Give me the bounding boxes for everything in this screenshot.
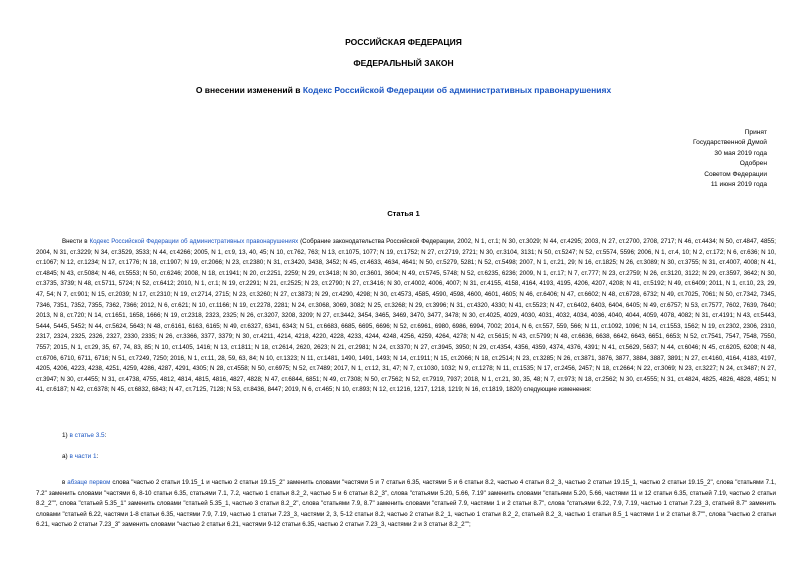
list-item-1 — [62, 432, 106, 439]
intro-prefix: Внести в — [62, 238, 90, 245]
law-title-prefix: О внесении изменений в — [195, 85, 303, 95]
item-colon: : — [104, 432, 107, 439]
approval-line: Советом Федерации — [704, 170, 767, 178]
adoption-line: Принят — [744, 129, 767, 136]
law-title — [0, 85, 807, 95]
article-3-5-link[interactable]: в статье 3.5 — [69, 432, 105, 439]
amendment-text: слова "частью 2 статьи 19.15_1 и частью 2 статьи 19.15_2" заменить словами "частями 5 и 7 статьи 6.35, частями 5 и 6 статьи 8.2, частью 4 статьи 8.2_3, частью 2 статьи 19.15_1, частью 2 статьи 19.15_2", слова "статьями 7.1, 7.2" заменить словами "частями 6, 8-10 статьи 6.35, статьями 7.1, 7.2, частью 1 статьи 8.2_2, частью 5 и 6 статьи 8.2_3", слова "статьями 5.20, 5.66, 7.19" заменить словами "статьями 5.20, 5.66, частями 11 и 12 статьи 6.35, статьей 7.19, частью 2 статьи 8.2_2"", слова "статьей 5.35_1" заменить словами "статьей 5.35_1, частью 3 статьи 8.2_2", слова "статьями 7.9, 8.7" заменить словами "статьей 7.9, частями 1 и 2 статьи 8.7", слова "статьями 6.22, 7.9, 7.19, частью 1 статьи 7.23_3, статьей 8.7" заменить словами "статьей 6.22, частями 1-8 статьи 6.35, частями 7.9, 7.19, частью 1 статьи 7.23_3, частями 2, 3, 5-12 статьи 8.2, частью 2 статьи 8.2_1, частью 1 статьи 8.2_2, статьей 8.2_3, частью 1 статьи 8.5_1 частями 1 и 2 статьи 8.7"", слова "частью 2 статьи 6.21, частью 2 статьи 7.23_3" заменить словами "частью 2 статьи 6.21, частями 9-12 статьи 6.35, частью 2 статьи 7.23_3, частями 2 и 3 статьи 8.2_2""; — [36, 479, 776, 529]
codex-title-link[interactable]: Кодекс Российской Федерации об административных правонарушениях — [302, 85, 612, 95]
intro-text: (Собрание законодательства Российской Федерации, 2002, N 1, ст.1; N 30, ст.3029; N 44, ст.4295; 2003, N 27, ст.2700, 2708, 2717; N 46, ст.4434; N 50, ст.4847, 4855; 2004, N 31, ст.3229; N 34, ст.3529, 3533; N 44, ст.4266; 2005, N 1, ст.9, 13, 40, 45; N 10, ст.762, 763; N 13, ст.1075, 1077; N 19, ст.1752; N 27, ст.2719, 2721; N 30, ст.3104, 3131; N 50, ст.5247; N 52, ст.5574, 5596; 2006, N 1, ст.4, 10; N 2, ст.172; N 6, ст.636; N 10, ст.1067; N 12, ст.1234; N 17, ст.1776; N 18, ст.1907; N 19, ст.2066; N 23, ст.2380; N 31, ст.3420, 3438, 3452; N 45, ст.4633, 4634, 4641; N 50, ст.5279, 5281; N 52, ст.5498; 2007, N 1, ст.21, 29; N 16, ст.1825; N 26, ст.3089; N 30, ст.3755; N 31, ст.4007, 4008; N 41, ст.4845; N 43, ст.5084; N 46, ст.5553; N 50, ст.6246; 2008, N 18, ст.1941; N 20, ст.2251, 2259; N 29, ст.3418; N 30, ст.3601, 3604; N 49, ст.5745, 5748; N 52, ст.6235, 6236; 2009, N 1, ст.17; N 7, ст.777; N 23, ст.2759; N 26, ст.3120, 3122; N 29, ст.3597, 3642; N 30, ст.3735, 3739; N 48, ст.5711, 5724; N 52, ст.6412; 2010, N 1, ст.1; N 19, ст.2291; N 21, ст.2525; N 23, ст.2790; N 27, ст.3416; N 30, ст.4002, 4006, 4007; N 31, ст.4155, 4158, 4164, 4193, 4195, 4206, 4207, 4208; N 41, ст.5192; N 49, ст.6409; 2011, N 1, ст.10, 23, 29, 47, 54; N 7, ст.901; N 15, ст.2039; N 17, ст.2310; N 19, ст.2714, 2715; N 23, ст.3260; N 27, ст.3873; N 29, ст.4290, 4298; N 30, ст.4573, 4585, 4590, 4598, 4600, 4601, 4605; N 46, ст.6406; N 47, ст.6602; N 48, ст.6728, 6732; N 49, ст.7025, 7061; N 50, ст.7342, 7345, 7346, 7351, 7352, 7355, 7362, 7366; 2012, N 6, ст.621; N 10, ст.1166; N 19, ст.2278, 2281; N 24, ст.3068, 3069, 3082; N 25, ст.3268; N 29, ст.3996; N 31, ст.4320, 4330; N 41, ст.5523; N 47, ст.6402, 6403, 6404, 6405; N 49, ст.6757; N 53, ст.7577, 7602, 7639, 7640; 2013, N 8, ст.720; N 14, ст.1651, 1658, 1666; N 19, ст.2318, 2323, 2325; N 26, ст.3207, 3208, 3209; N 27, ст.3442, 3454, 3465, 3469, 3470, 3477, 3478; N 30, ст.4025, 4029, 4030, 4031, 4032, 4034, 4036, 4040, 4044, 4059, 4078, 4082; N 31, ст.4191; N 43, ст.5443, 5444, 5445, 5452; N 44, ст.5624, 5643; N 48, ст.6161, 6163, 6165; N 49, ст.6327, 6341, 6343; N 51, ст.6683, 6685, 6695, 6696; N 52, ст.6961, 6980, 6986, 6994, 7002; 2014, N 6, ст.557, 559, 566; N 11, ст.1092, 1096; N 14, ст.1553, 1562; N 19, ст.2302, 2306, 2310, 2317, 2324, 2325, 2326, 2327, 2330, 2335; N 26, ст.3366, 3377, 3379; N 30, ст.4211, 4214, 4218, 4220, 4228, 4233, 4244, 4248, 4256, 4259, 4264, 4278; N 42, ст.5615; N 43, ст.5799; N 48, ст.6636, 6638, 6642, 6643, 6651, 6653; N 52, ст.7541, 7547, 7548, 7550, 7557; 2015, N 1, ст.29, 35, 67, 74, 83, 85; N 10, ст.1405, 1416; N 13, ст.1811; N 18, ст.2614, 2620, 2623; N 21, ст.2981; N 24, ст.3370; N 27, ст.3945, 3950; N 29, ст.4354, 4356, 4359, 4374, 4376, 4391; N 41, ст.5629, 5637; N 44, ст.6046; N 45, ст.6205, 6208; N 48, ст.6706, 6710, 6711, 6716; N 51, ст.7249, 7250; 2016, N 1, ст.11, 28, 59, 63, 84; N 10, ст.1323; N 11, ст.1481, 1490, 1491, 1493; N 14, ст.1911; N 15, ст.2066; N 18, ст.2514; N 23, ст.3285; N 26, ст.3871, 3876, 3877, 3884, 3887, 3891; N 27, ст.4160, 4164, 4183, 4197, 4205, 4206, 4223, 4238, 4251, 4259, 4286, 4287, 4291, 4305; N 28, ст.4558; N 50, ст.6975; N 52, ст.7489; 2017, N 1, ст.12, 31, 47; N 7, ст.1030, 1032; N 9, ст.1278; N 11, ст.1535; N 17, ст.2456, 2457; N 18, ст.2664; N 22, ст.3069; N 23, ст.3227; N 24, ст.3487; N 27, ст.3947; N 30, ст.4455; N 31, ст.4738, 4755, 4812, 4814, 4815, 4816, 4827, 4828; N 47, ст.6844, 6851; N 49, ст.7308; N 50, ст.7562; N 52, ст.7919, 7937; 2018, N 1, ст.21, 30, 35, 48; N 7, ст.973; N 18, ст.2562; N 30, ст.4555; N 31, ст.4824, 4825, 4826, 4828, 4851; N 41, ст.6187; N 42, ст.6378; N 45, ст.6832, 6843; N 47, ст.7125, 7128; N 53, ст.8436, 8447; 2019, N 6, ст.465; N 10, ст.893; N 12, ст.1216, 1217, 1218, 1219; N 16, ст.1819, 1820) следующие изменения: — [36, 238, 776, 394]
article-heading: Статья 1 — [387, 209, 420, 218]
first-paragraph-link[interactable]: абзаце первом — [67, 479, 111, 486]
federation-heading: РОССИЙСКАЯ ФЕДЕРАЦИЯ — [345, 37, 462, 47]
item-letter: а) — [62, 453, 70, 460]
law-type-heading: ФЕДЕРАЛЬНЫЙ ЗАКОН — [353, 58, 454, 68]
article-intro-paragraph — [36, 237, 776, 396]
item-number: 1) — [62, 432, 70, 439]
amendment-paragraph — [36, 478, 776, 531]
item-colon: : — [96, 453, 99, 460]
part-1-link[interactable]: в части 1 — [69, 453, 97, 460]
adoption-block — [607, 128, 767, 190]
codex-link[interactable]: Кодекс Российской Федерации об административных правонарушениях — [89, 238, 299, 245]
approval-line: Одобрен — [739, 160, 767, 168]
approval-date: 11 июня 2019 года — [710, 181, 767, 189]
list-item-a — [62, 453, 98, 460]
adoption-line: Государственной Думой — [693, 139, 767, 147]
adoption-date: 30 мая 2019 года — [714, 149, 767, 157]
amendment-prefix: в — [62, 479, 68, 486]
